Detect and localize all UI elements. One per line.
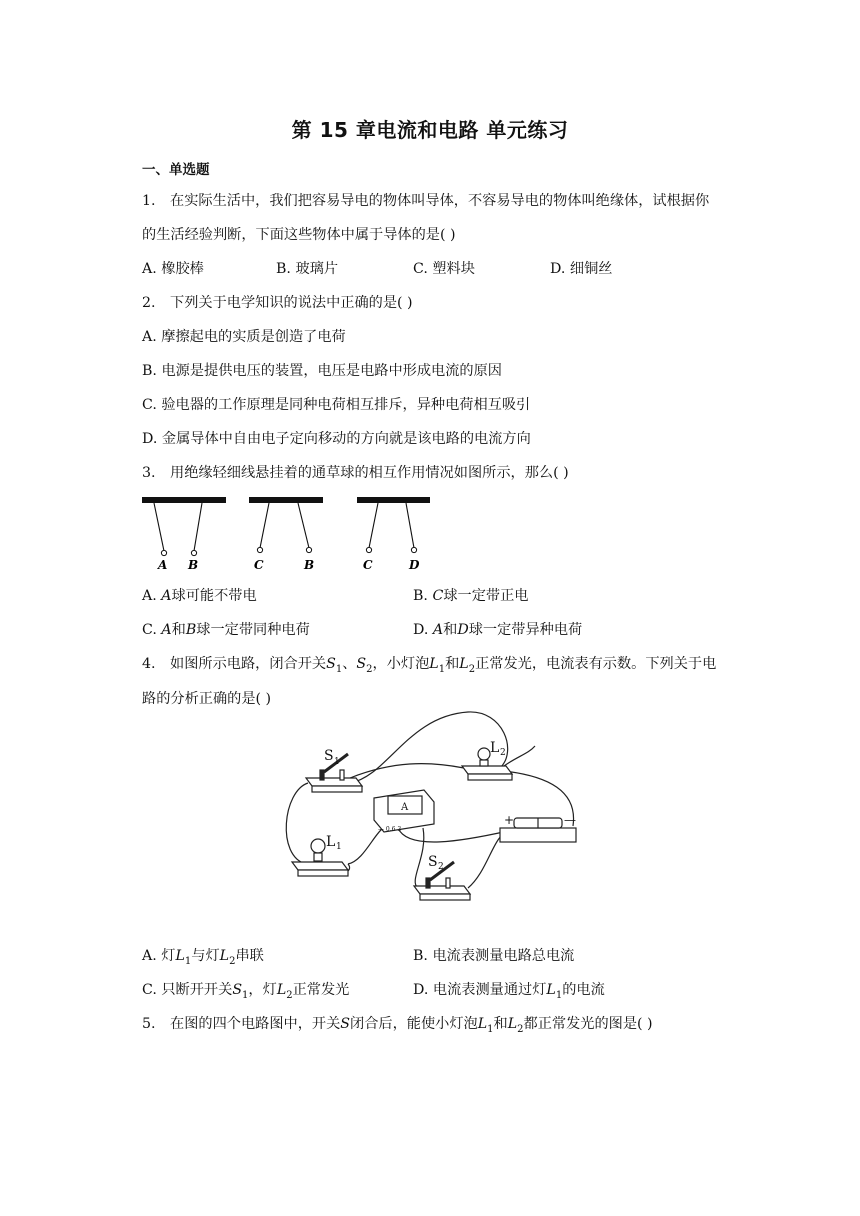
q3-pith-ball-figure	[138, 490, 438, 572]
l2-label-sub: 2	[500, 748, 506, 758]
var: S	[326, 656, 336, 672]
wire	[398, 828, 508, 842]
q4-text: 、	[342, 656, 357, 672]
battery-plus: +	[504, 813, 515, 827]
q4-option-d[interactable]	[413, 979, 605, 1001]
q1-stem-line2: 的生活经验判断，下面这些物体中属于导体的是( )	[142, 227, 456, 243]
s1-label-sub: 1	[334, 757, 340, 767]
thread	[260, 503, 269, 548]
switch-s1-base	[306, 778, 362, 786]
ammeter-label: A	[401, 802, 409, 813]
var: B	[185, 622, 197, 638]
q5-stem	[142, 1013, 653, 1035]
support-bar	[357, 497, 430, 503]
q1-text-1: 在实际生活中，我们把容易导电的物体叫导体，不容易导电的物体叫绝缘体，试根据你	[170, 193, 710, 209]
subscript: 1	[242, 989, 249, 1001]
subscript: 1	[335, 663, 343, 675]
ball-label: C	[363, 558, 373, 572]
wire	[286, 783, 308, 864]
opt-letter: A.	[142, 588, 162, 604]
var: L	[175, 948, 185, 964]
subscript: 2	[517, 1023, 524, 1035]
q2-text: 下列关于电学知识的说法中正确的是( )	[170, 295, 413, 311]
pith-ball	[191, 550, 196, 555]
wire	[415, 828, 424, 888]
s2-label: S	[428, 854, 438, 870]
q4-text: 正常发光，电流表有示数。下列关于电	[475, 656, 717, 672]
q1-stem-line1	[142, 190, 709, 210]
q3-stem	[142, 462, 569, 482]
switch-s2-base	[420, 894, 470, 900]
opt-text: 与灯	[191, 948, 220, 964]
q1-option-d[interactable]: D. 细铜丝	[550, 261, 613, 277]
var: L	[219, 948, 230, 964]
q5-text: 闭合后，能使小灯泡	[350, 1016, 478, 1032]
q4-stem-line1	[142, 653, 716, 675]
opt-text: 和	[171, 622, 186, 638]
q3-text: 用绝缘轻细线悬挂着的通草球的相互作用情况如图所示，那么( )	[170, 465, 569, 481]
q4-option-a[interactable]	[142, 945, 264, 967]
terminal	[340, 770, 344, 780]
ammeter-scale: — 0.6 3	[378, 826, 402, 833]
lamp-l2-bulb	[478, 748, 490, 760]
q1-option-c[interactable]: C. 塑料块	[413, 261, 475, 277]
subscript: 2	[286, 989, 293, 1001]
pith-ball	[411, 547, 416, 552]
var: L	[429, 656, 439, 672]
opt-text: 球一定带同种电荷	[196, 622, 310, 638]
pith-ball	[161, 550, 166, 555]
l1-label: L	[326, 834, 336, 850]
opt-text: 串联	[235, 948, 264, 964]
terminal	[446, 878, 450, 888]
var: L	[276, 982, 287, 998]
page-title: 第 15 章电流和电路 单元练习	[291, 118, 569, 142]
subscript: 2	[468, 663, 476, 675]
subscript: 1	[184, 955, 192, 967]
var: A	[161, 588, 172, 604]
q2-option-c[interactable]: C. 验电器的工作原理是同种电荷相互排斥，异种电荷相互吸引	[142, 397, 531, 413]
q5-text: 和	[493, 1016, 508, 1032]
var: L	[459, 656, 469, 672]
terminal	[426, 878, 430, 888]
q5-text: 在图的四个电路图中，开关	[170, 1016, 341, 1032]
ball-label: C	[254, 558, 264, 572]
wire	[504, 746, 535, 766]
thread	[194, 503, 202, 551]
q3-option-a[interactable]	[142, 585, 257, 605]
q2-option-a[interactable]: A. 摩擦起电的实质是创造了电荷	[142, 329, 346, 345]
q3-option-c[interactable]	[142, 619, 310, 639]
opt-text: 的电流	[562, 982, 605, 998]
var: L	[477, 1016, 488, 1032]
lamp-l2-base	[468, 774, 512, 780]
opt-letter: C.	[142, 622, 162, 638]
lamp-l1-bulb	[311, 839, 325, 853]
opt-text: 球一定带异种电荷	[468, 622, 583, 638]
opt-text: D. 电流表测量通过灯	[413, 982, 547, 998]
subscript: 1	[555, 989, 563, 1001]
support-bar	[249, 497, 323, 503]
opt-letter: D.	[413, 622, 433, 638]
subscript: 2	[229, 955, 236, 967]
q1-option-a[interactable]: A. 橡胶棒	[142, 261, 204, 277]
battery-minus: —	[564, 813, 576, 827]
lamp-l1-base	[292, 862, 348, 870]
q2-stem	[142, 292, 413, 312]
opt-text: 正常发光	[292, 982, 350, 998]
subscript: 1	[438, 663, 446, 675]
ball-label: A	[158, 558, 168, 572]
thread	[369, 503, 378, 548]
switch-s1-base	[312, 786, 362, 792]
wire	[348, 828, 383, 864]
l2-label: L	[490, 740, 500, 756]
thread	[298, 503, 309, 548]
var: L	[546, 982, 556, 998]
var: L	[507, 1016, 518, 1032]
s2-label-sub: 2	[438, 862, 444, 872]
ball-label: B	[304, 558, 315, 572]
q3-number: 3.	[142, 465, 156, 481]
q3-option-d[interactable]	[413, 619, 582, 639]
support-bar	[142, 497, 226, 503]
opt-text: 和	[443, 622, 458, 638]
lamp-l1-socket	[314, 853, 322, 861]
var: S	[356, 656, 367, 672]
l1-label-sub: 1	[336, 842, 342, 852]
var: A	[432, 622, 444, 638]
q2-option-b[interactable]: B. 电源是提供电压的装置，电压是电路中形成电流的原因	[142, 363, 502, 379]
switch-s2-base	[414, 886, 470, 894]
q4-circuit-figure	[278, 706, 588, 906]
opt-text: A. 灯	[142, 948, 176, 964]
thread	[154, 503, 164, 551]
subscript: 1	[487, 1023, 494, 1035]
opt-text: C. 只断开开关	[142, 982, 233, 998]
pith-ball	[366, 547, 371, 552]
ball-label: D	[409, 558, 420, 572]
q5-text: 都正常发光的图是( )	[523, 1016, 653, 1032]
lamp-l1-base	[298, 870, 348, 876]
q2-option-d[interactable]: D. 金属导体中自由电子定向移动的方向就是该电路的电流方向	[142, 431, 531, 447]
terminal	[320, 770, 324, 780]
q4-text: ，小灯泡	[372, 656, 430, 672]
q4-option-b[interactable]: B. 电流表测量电路总电流	[413, 948, 575, 964]
var: D	[457, 622, 469, 638]
ball-label: B	[188, 558, 199, 572]
q4-number: 4.	[142, 656, 156, 672]
lamp-l2-socket	[480, 760, 488, 766]
q1-option-b[interactable]: B. 玻璃片	[276, 261, 339, 277]
opt-text: 球可能不带电	[171, 588, 257, 604]
subscript: 2	[366, 663, 373, 675]
section-heading: 一、单选题	[142, 162, 210, 178]
opt-letter: B.	[413, 588, 433, 604]
thread	[406, 503, 414, 548]
s1-label: S	[324, 748, 334, 764]
lamp-l2-base	[462, 766, 512, 774]
var: S	[232, 982, 243, 998]
opt-text: ，灯	[248, 982, 277, 998]
q2-number: 2.	[142, 295, 156, 311]
q4-option-c[interactable]	[142, 979, 349, 1001]
battery-base	[500, 828, 576, 842]
q5-number: 5.	[142, 1016, 156, 1032]
opt-text: 球一定带正电	[443, 588, 529, 604]
q1-number: 1.	[142, 193, 156, 209]
q4-stem-line2: 路的分析正确的是( )	[142, 691, 272, 707]
pith-ball	[306, 547, 311, 552]
var: S	[340, 1016, 350, 1032]
q3-option-b[interactable]	[413, 585, 528, 605]
var: A	[161, 622, 172, 638]
q4-text: 和	[445, 656, 460, 672]
q4-text: 如图所示电路，闭合开关	[170, 656, 327, 672]
pith-ball	[257, 547, 262, 552]
var: C	[432, 588, 444, 604]
